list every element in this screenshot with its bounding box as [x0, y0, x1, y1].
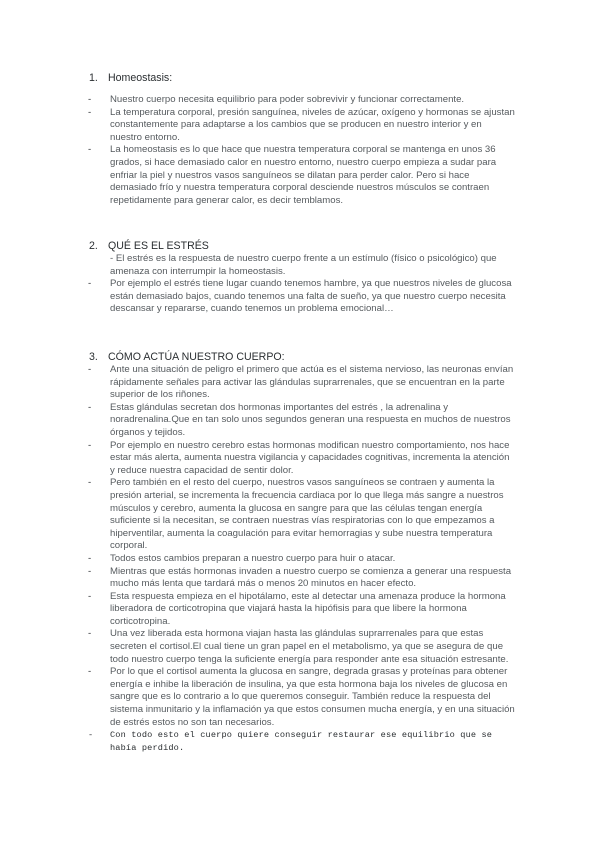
section-intro: - El estrés es la respuesta de nuestro cuerpo frente a un estímulo (físico o psicológico) que amenaza con interrumpir la homeostasis.	[110, 253, 497, 277]
list-item: - Por ejemplo en nuestro cerebro estas hormonas modifican nuestro comportamiento, nos hace estar más alerta, aumenta nuestra vigilancia y capacidades cognitivas, incrementa la atención y reduce nuestra capacidad de sentir dolor.	[88, 439, 510, 476]
section-title: Homeostasis:	[108, 72, 173, 84]
list-item: - Esta respuesta empieza en el hipotálamo, este al detectar una amenaza produce la hormona liberadora de corticotropina que viajará hasta la hipófisis para que libere la hormona corticotropina.	[88, 590, 506, 627]
list-item: - Por ejemplo el estrés tiene lugar cuando tenemos hambre, ya que nuestros niveles de glucosa están demasiado bajos, cuando tenemos una falta de sueño, ya que nuestro cuerpo necesita descansar y repararse, cuando tenemos un problema emocional…	[88, 278, 512, 315]
list-item: - Mientras que estás hormonas invaden a nuestro cuerpo se comienza a generar una respuesta mucho más lenta que tardará más o menos 20 minutos en hacer efecto.	[88, 565, 512, 590]
section-number: 1.	[89, 72, 98, 84]
list-item: - Ante una situación de peligro el primero que actúa es el sistema nervioso, las neuronas envían rápidamente señales para activar las glándulas suprarrenales, que se encuentran en la parte superior de los riñones.	[88, 364, 514, 401]
list-item: - Por lo que el cortisol aumenta la glucosa en sangre, degrada grasas y proteínas para obtener energía e inhibe la liberación de insulina, ya que esta hormona baja los niveles de glucosa en sangre que es lo contrario a lo que queremos conseguir. También reduce la respuesta del sistema inmunitario y la inflamación ya que estos consumen mucha energía, y en una situación de estrés estos no son tan necesarios.	[88, 666, 515, 728]
section-heading	[89, 351, 285, 364]
list-item: - Con todo esto el cuerpo quiere conseguir restaurar ese equilibrio que se había perdido.	[88, 730, 493, 753]
bullet-list	[0, 94, 600, 207]
section-number: 2.	[89, 240, 98, 252]
section-title: CÓMO ACTÚA NUESTRO CUERPO:	[108, 351, 285, 363]
list-item: - La temperatura corporal, presión sanguínea, niveles de azúcar, oxígeno y hormonas se ajustan constantemente para adaptarse a los cambios que se producen en nuestro interior y en nuestro entorno.	[88, 106, 515, 143]
section-heading	[89, 240, 209, 253]
list-item: - Una vez liberada esta hormona viajan hasta las glándulas suprarrenales para que estas secreten el cortisol.El cual tiene un gran papel en el metabolismo, ya que se asegura de que todo nuestro cuerpo tenga la suficiente energía para responder ante esa situación estresante.	[88, 628, 509, 665]
list-item: - La homeostasis es lo que hace que nuestra temperatura corporal se mantenga en unos 36 grados, si hace demasiado calor en nuestro entorno, nuestro cuerpo empieza a sudar para enfriar la piel y nuestros vasos sanguíneos se dilatan para perder calor. Pero si hace demasiado frío y nuestra temperatura corporal desciende nuestros músculos se contraen repetidamente para generar calor, es decir temblamos.	[88, 144, 497, 206]
list-item: - Nuestro cuerpo necesita equilibrio para poder sobrevivir y funcionar correctamente.	[88, 94, 465, 105]
bullet-list	[0, 278, 600, 316]
section-title: QUÉ ES EL ESTRÉS	[108, 240, 209, 252]
list-item: - Todos estos cambios preparan a nuestro cuerpo para huir o atacar.	[88, 552, 396, 564]
list-item: - Estas glándulas secretan dos hormonas importantes del estrés , la adrenalina y noradrenalina.Que en tan solo unos segundos generan una respuesta en muchos de nuestros órganos y tejidos.	[88, 401, 511, 438]
section-heading	[89, 72, 172, 85]
bullet-list	[0, 364, 600, 754]
list-item: - Pero también en el resto del cuerpo, nuestros vasos sanguíneos se contraen y aumenta la presión arterial, se incrementa la frecuencia cardiaca por lo que llega más sangre a nuestros músculos y cerebro, aumenta la glucosa en sangre para que las células tengan energía suficiente si la necesitan, se contraen nuestras vías respiratorias con lo que empezamos a hiperventilar, aumenta la coagulación para evitar hemorragias y sube nuestra temperatura corporal.	[88, 477, 504, 552]
section-number: 3.	[89, 351, 98, 363]
